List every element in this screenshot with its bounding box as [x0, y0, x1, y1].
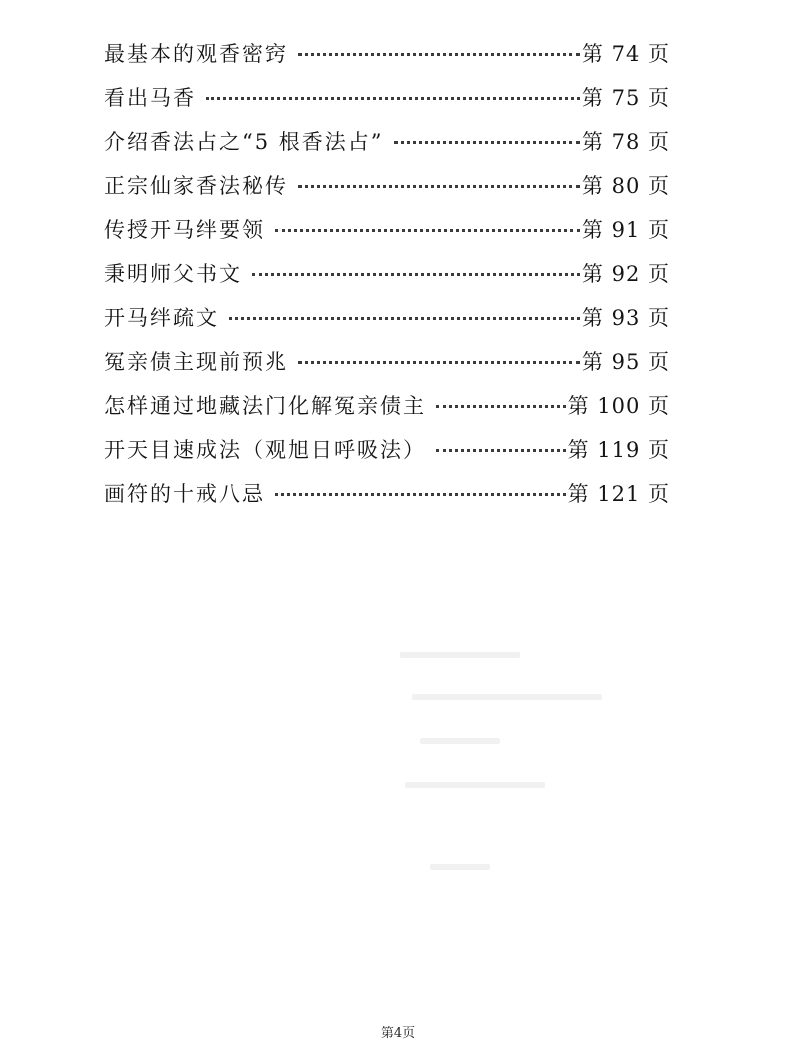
toc-entry[interactable] — [104, 34, 670, 78]
toc-entry-page: 第 92 页 — [581, 262, 670, 286]
toc-entry-title: 正宗仙家香法秘传 — [104, 174, 288, 198]
toc-entry-title: 开马绊疏文 — [104, 306, 219, 330]
dot-leader — [298, 53, 580, 56]
toc-entry-page: 第 93 页 — [581, 306, 670, 330]
toc-entry[interactable] — [104, 78, 670, 122]
toc-entry-page: 第 119 页 — [567, 438, 670, 462]
toc-entry-title: 介绍香法占之“5 根香法占” — [104, 130, 384, 154]
toc-entry-page: 第 95 页 — [581, 350, 670, 374]
dot-leader — [229, 317, 580, 320]
toc-entry[interactable] — [104, 474, 670, 518]
dot-leader — [275, 229, 580, 232]
dot-leader — [206, 97, 580, 100]
toc-entry-page: 第 80 页 — [581, 174, 670, 198]
toc-entry-title: 秉明师父书文 — [104, 262, 242, 286]
toc-entry-page: 第 100 页 — [567, 394, 670, 418]
toc-entry-page: 第 121 页 — [567, 482, 670, 506]
show-through-mark — [400, 652, 520, 658]
show-through-mark — [430, 864, 490, 870]
dot-leader — [436, 405, 566, 408]
table-of-contents — [104, 34, 670, 518]
dot-leader — [298, 361, 580, 364]
toc-entry[interactable] — [104, 166, 670, 210]
toc-entry-title: 冤亲债主现前预兆 — [104, 350, 288, 374]
dot-leader — [436, 449, 566, 452]
show-through-mark — [412, 694, 602, 700]
toc-entry-page: 第 74 页 — [581, 42, 670, 66]
toc-entry-title: 传授开马绊要领 — [104, 218, 265, 242]
toc-entry-page: 第 75 页 — [581, 86, 670, 110]
toc-entry[interactable] — [104, 254, 670, 298]
show-through-mark — [420, 738, 500, 744]
dot-leader — [394, 141, 580, 144]
toc-entry[interactable] — [104, 430, 670, 474]
toc-entry-page: 第 78 页 — [581, 130, 670, 154]
page-number-footer: 第4页 — [380, 1026, 416, 1041]
toc-entry-page: 第 91 页 — [581, 218, 670, 242]
show-through-mark — [405, 782, 545, 788]
dot-leader — [275, 493, 566, 496]
toc-entry[interactable] — [104, 298, 670, 342]
toc-entry[interactable] — [104, 210, 670, 254]
toc-entry-title: 看出马香 — [104, 86, 196, 110]
toc-entry[interactable] — [104, 122, 670, 166]
toc-entry-title: 最基本的观香密窍 — [104, 42, 288, 66]
dot-leader — [298, 185, 580, 188]
dot-leader — [252, 273, 580, 276]
toc-entry-title: 怎样通过地藏法门化解冤亲债主 — [104, 394, 426, 418]
toc-entry[interactable] — [104, 386, 670, 430]
toc-entry-title: 画符的十戒八忌 — [104, 482, 265, 506]
toc-entry-title: 开天目速成法（观旭日呼吸法） — [104, 438, 426, 462]
toc-entry[interactable] — [104, 342, 670, 386]
